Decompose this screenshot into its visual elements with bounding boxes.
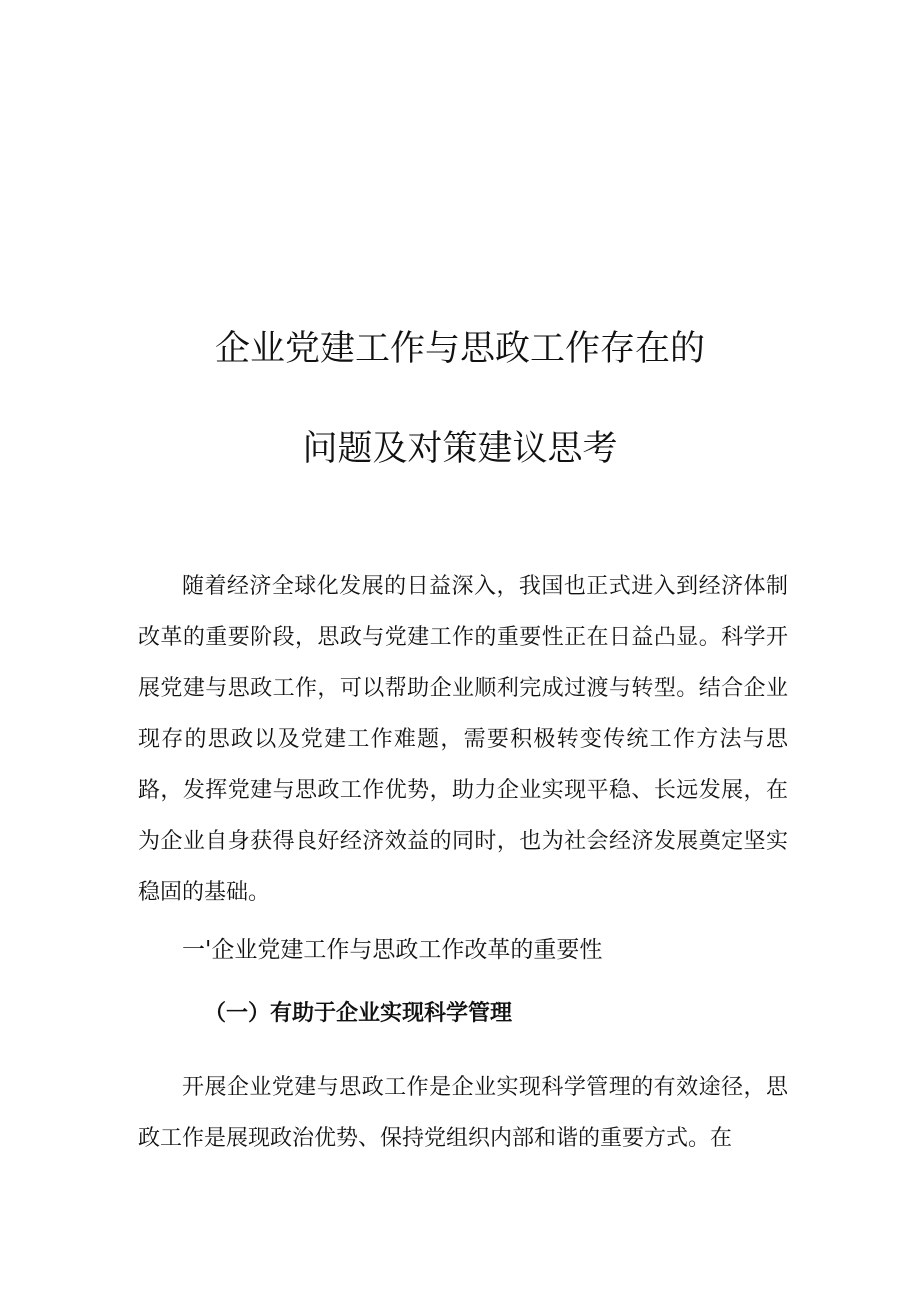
document-title-line-2: 问题及对策建议思考 <box>302 429 618 469</box>
body-paragraph: 开展企业党建与思政工作是企业实现科学管理的有效途径，思政工作是展现政治优势、保持党组织内部和谐的重要方式。在 <box>138 1075 788 1151</box>
document-title-line-1: 企业党建工作与思政工作存在的 <box>214 329 705 369</box>
section-heading: 一'企业党建工作与思政工作改革的重要性 <box>182 937 603 963</box>
intro-paragraph: 随着经济全球化发展的日益深入，我国也正式进入到经济体制改革的重要阶段，思政与党建工作的重要性正在日益凸显。科学开展党建与思政工作，可以帮助企业顺利完成过渡与转型。结合企业现存的思政以及党建工作难题，需要积极转变传统工作方法与思路，发挥党建与思政工作优势，助力企业实现平稳、长远发展，在为企业自身获得良好经济效益的同时，也为社会经济发展奠定坚实稳固的基础。 <box>138 574 788 905</box>
subsection-heading: （一）有助于企业实现科学管理 <box>204 1001 513 1026</box>
